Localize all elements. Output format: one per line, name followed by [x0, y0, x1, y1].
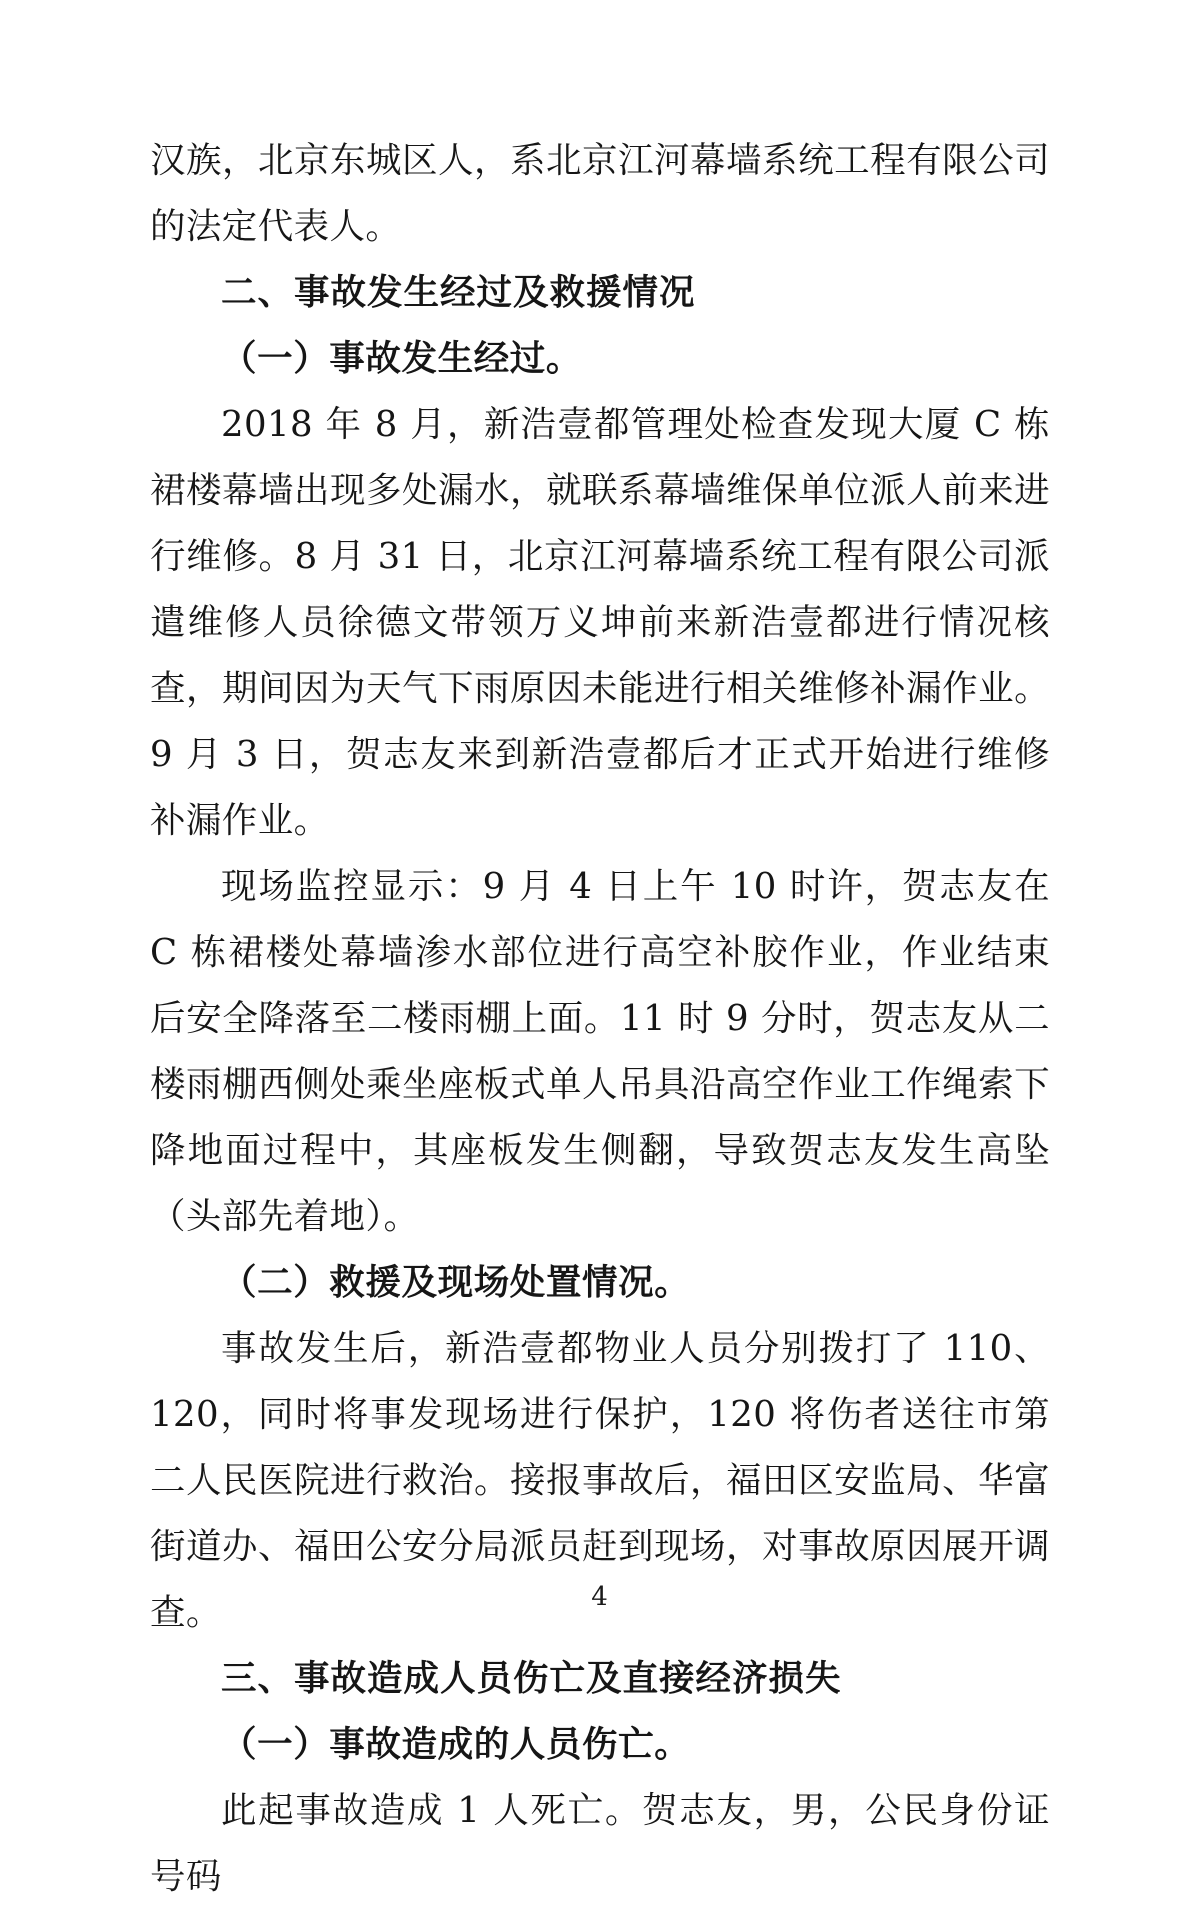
subsection-heading-three-one: （一）事故造成的人员伤亡。 [221, 1724, 691, 1765]
paragraph-surveillance-detail: 现场监控显示：9 月 4 日上午 10 时许，贺志友在 C 栋裙楼处幕墙渗水部位进行高空补胶作业，作业结束后安全降落至二楼雨棚上面。11 时 9 分时，贺志友从二楼雨棚西侧处乘坐座板式单人吊具沿高空作业工作绳索下降地面过程中，其座板发生侧翻，导致贺志友发生高坠（头部先着地）。 [150, 866, 1050, 1237]
page-number: 4 [591, 1582, 608, 1612]
document-body [150, 128, 1050, 1910]
section-heading-three: 三、事故造成人员伤亡及直接经济损失 [221, 1658, 842, 1699]
paragraph-rescue-response: 事故发生后，新浩壹都物业人员分别拨打了 110、120，同时将事发现场进行保护，120 将伤者送往市第二人民医院进行救治。接报事故后，福田区安监局、华富街道办、福田公安分局派员赶到现场，对事故原因展开调查。 [150, 1328, 1050, 1633]
section-heading-two: 二、事故发生经过及救援情况 [221, 272, 696, 313]
subsection-heading-two-two: （二）救援及现场处置情况。 [221, 1262, 691, 1303]
paragraph-casualty-detail: 此起事故造成 1 人死亡。贺志友，男，公民身份证号码 [150, 1790, 1050, 1897]
subsection-heading-two-one: （一）事故发生经过。 [221, 338, 583, 379]
paragraph-continuation: 汉族，北京东城区人，系北京江河幕墙系统工程有限公司的法定代表人。 [150, 140, 1050, 247]
paragraph-accident-process: 2018 年 8 月，新浩壹都管理处检查发现大厦 C 栋裙楼幕墙出现多处漏水，就联系幕墙维保单位派人前来进行维修。8 月 31 日，北京江河幕墙系统工程有限公司派遣维修人员徐德文带领万义坤前来新浩壹都进行情况核查，期间因为天气下雨原因未能进行相关维修补漏作业。9 月 3 日，贺志友来到新浩壹都后才正式开始进行维修补漏作业。 [150, 404, 1050, 841]
